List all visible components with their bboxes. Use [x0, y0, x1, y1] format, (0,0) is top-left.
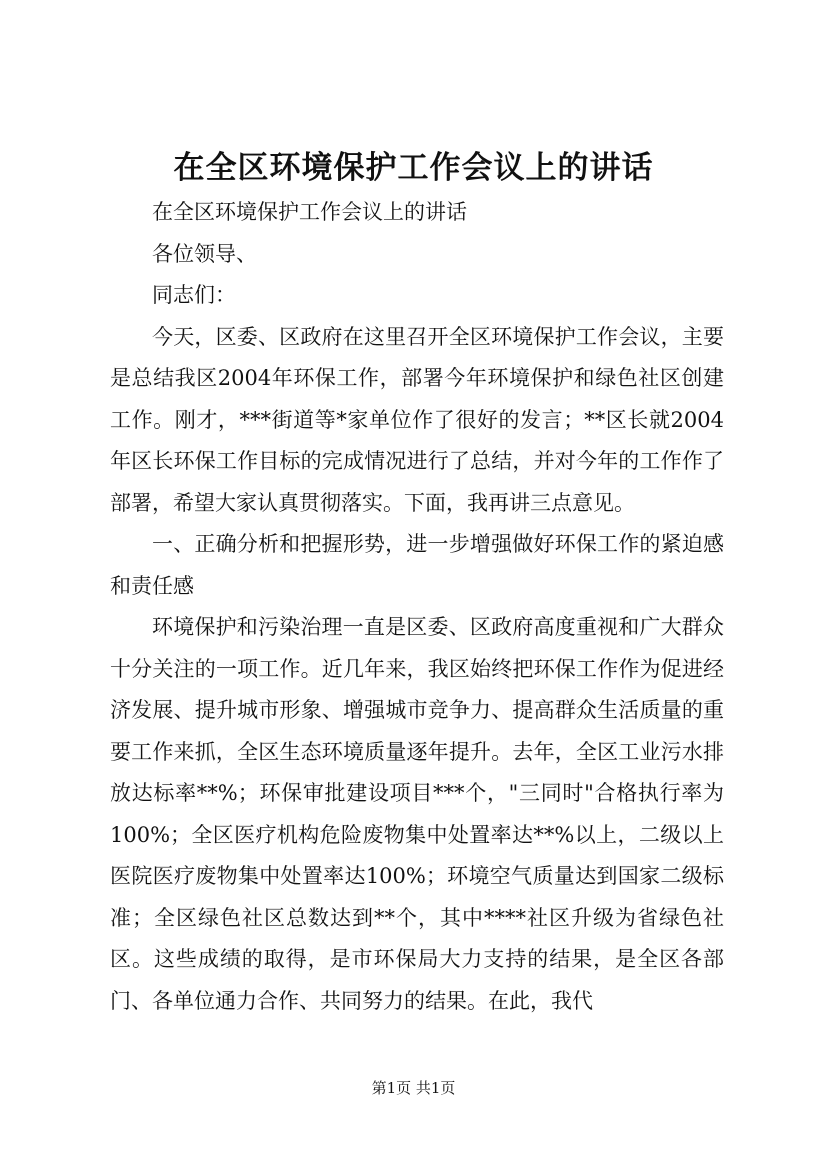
paragraph-achievements: 环境保护和污染治理一直是区委、区政府高度重视和广大群众十分关注的一项工作。近几年来，我区始终把环保工作作为促进经济发展、提升城市形象、增强城市竞争力、提高群众生活质量的重要工作来抓，全区生态环境质量逐年提升。去年，全区工业污水排放达标率**%；环保审批建设项目***个，"三同时"合格执行率为100%；全区医疗机构危险废物集中处置率达**%以上，二级以上医院医疗废物集中处置率达100%；环境空气质量达到国家二级标准；全区绿色社区总数达到**个，其中****社区升级为省绿色社区。这些成绩的取得，是市环保局大力支持的结果，是全区各部门、各单位通力合作、共同努力的结果。在此，我代 [110, 615, 724, 1013]
page-footer: 第1页 共1页 [371, 1079, 456, 1097]
paragraph-section-heading-1: 一、正确分析和把握形势，进一步增强做好环保工作的紧迫感和责任感 [110, 532, 724, 598]
paragraph-salutation-leaders: 各位领导、 [152, 241, 257, 266]
paragraph-opening: 今天，区委、区政府在这里召开全区环境保护工作会议，主要是总结我区2004年环保工作，部署今年环境保护和绿色社区创建工作。刚才，***街道等*家单位作了很好的发言；**区长就2004年区长环保工作目标的完成情况进行了总结，并对今年的工作作了部署，希望大家认真贯彻落实。下面，我再讲三点意见。 [110, 324, 724, 515]
paragraph-subtitle: 在全区环境保护工作会议上的讲话 [152, 200, 467, 224]
paragraph-salutation-comrades: 同志们： [152, 283, 236, 307]
document-body [110, 192, 724, 1022]
document-title: 在全区环境保护工作会议上的讲话 [173, 150, 654, 186]
